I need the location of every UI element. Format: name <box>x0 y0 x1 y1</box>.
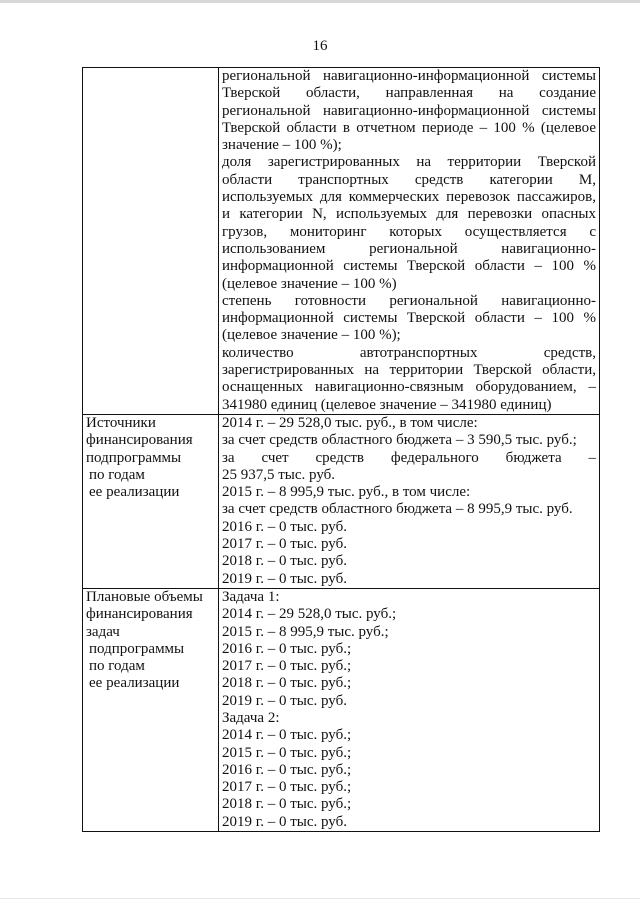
row-label-line: финансирования <box>86 606 193 623</box>
row-label-line: Плановые объемы <box>86 588 203 605</box>
value-line: информационной системы Тверской области – 100 % <box>222 310 596 327</box>
value-line: за счет средств федерального бюджета – <box>222 449 596 466</box>
value-line: информационной системы Тверской области – 100 % <box>222 258 596 275</box>
value-line: степень готовности региональной навигационно- <box>222 292 596 309</box>
value-line: 2018 г. – 0 тыс. руб.; <box>222 796 352 813</box>
value-line: 2015 г. – 0 тыс. руб.; <box>222 744 352 761</box>
value-line: Тверской области, направленная на создание <box>222 85 596 102</box>
row-label-line: по годам <box>89 658 145 675</box>
value-line: 2017 г. – 0 тыс. руб. <box>222 536 347 553</box>
value-line: области транспортных средств категории М, <box>222 171 596 188</box>
row-value <box>219 68 600 415</box>
value-line: и категории N, используемых для перевозки опасных <box>222 206 596 223</box>
value-line: 2019 г. – 0 тыс. руб. <box>222 570 347 587</box>
value-line: 2016 г. – 0 тыс. руб.; <box>222 640 352 657</box>
value-line: 341980 единиц (целевое значение – 341980 единиц) <box>222 396 552 413</box>
value-line: 2015 г. – 8 995,9 тыс. руб., в том числе: <box>222 484 471 501</box>
row-label-line: ее реализации <box>89 675 180 692</box>
scan-bottom-edge <box>0 898 640 899</box>
value-line: оснащенных навигационно-связным оборудованием, – <box>222 379 596 396</box>
value-line: (целевое значение – 100 %) <box>222 275 397 292</box>
value-line: зарегистрированных на территории Тверской области, <box>222 362 596 379</box>
value-line: 2014 г. – 29 528,0 тыс. руб.; <box>222 606 397 623</box>
passport-table <box>82 67 600 832</box>
value-line: 2014 г. – 0 тыс. руб.; <box>222 727 352 744</box>
value-line: используемых для коммерческих перевозок пассажиров, <box>222 189 596 206</box>
value-line: 2014 г. – 29 528,0 тыс. руб., в том числе: <box>222 414 478 431</box>
row-value <box>219 414 600 588</box>
row-label-line: финансирования <box>86 432 193 449</box>
value-line: 2016 г. – 0 тыс. руб. <box>222 518 347 535</box>
value-line: Тверской области в отчетном периоде – 100 % (целевое <box>222 119 596 136</box>
table-row-funding-sources <box>83 414 600 588</box>
table-row-indicators <box>83 68 600 415</box>
value-line: 2017 г. – 0 тыс. руб.; <box>222 658 352 675</box>
value-line: 2016 г. – 0 тыс. руб.; <box>222 761 352 778</box>
value-line: 2018 г. – 0 тыс. руб. <box>222 553 347 570</box>
value-line: за счет средств областного бюджета – 3 590,5 тыс. руб.; <box>222 432 577 449</box>
page-number: 16 <box>312 38 328 54</box>
row-label-line: подпрограммы <box>89 640 185 657</box>
row-label-line: ее реализации <box>89 484 180 501</box>
scan-edge <box>0 0 640 3</box>
value-line: 2019 г. – 0 тыс. руб. <box>222 692 347 709</box>
row-label <box>83 414 219 588</box>
value-line: 2015 г. – 8 995,9 тыс. руб.; <box>222 623 389 640</box>
table-row-planned-volumes <box>83 588 600 831</box>
row-label-line: подпрограммы <box>86 449 182 466</box>
value-line: за счет средств областного бюджета – 8 995,9 тыс. руб. <box>222 501 573 518</box>
value-line: 2018 г. – 0 тыс. руб.; <box>222 675 352 692</box>
value-line: использованием региональной навигационно- <box>222 240 596 257</box>
value-line: грузов, мониторинг которых осуществляется с <box>222 223 596 240</box>
row-value <box>219 588 600 831</box>
value-line: значение – 100 %); <box>222 137 342 154</box>
row-label <box>83 68 219 415</box>
value-line: 2019 г. – 0 тыс. руб. <box>222 813 347 830</box>
row-label-line: задач <box>86 623 120 640</box>
value-line: региональной навигационно-информационной системы <box>222 68 596 84</box>
value-line: региональной навигационно-информационной системы <box>222 102 596 119</box>
value-line: (целевое значение – 100 %); <box>222 327 401 344</box>
row-label <box>83 588 219 831</box>
value-line: Задача 1: <box>222 588 280 605</box>
value-line: 2017 г. – 0 тыс. руб.; <box>222 779 352 796</box>
value-line: 25 937,5 тыс. руб. <box>222 466 336 483</box>
value-line: Задача 2: <box>222 709 280 726</box>
row-label-line: Источники <box>86 414 156 431</box>
value-line: количество автотранспортных средств, <box>222 344 596 361</box>
value-line: доля зарегистрированных на территории Тверской <box>222 154 596 171</box>
row-label-line: по годам <box>89 466 145 483</box>
